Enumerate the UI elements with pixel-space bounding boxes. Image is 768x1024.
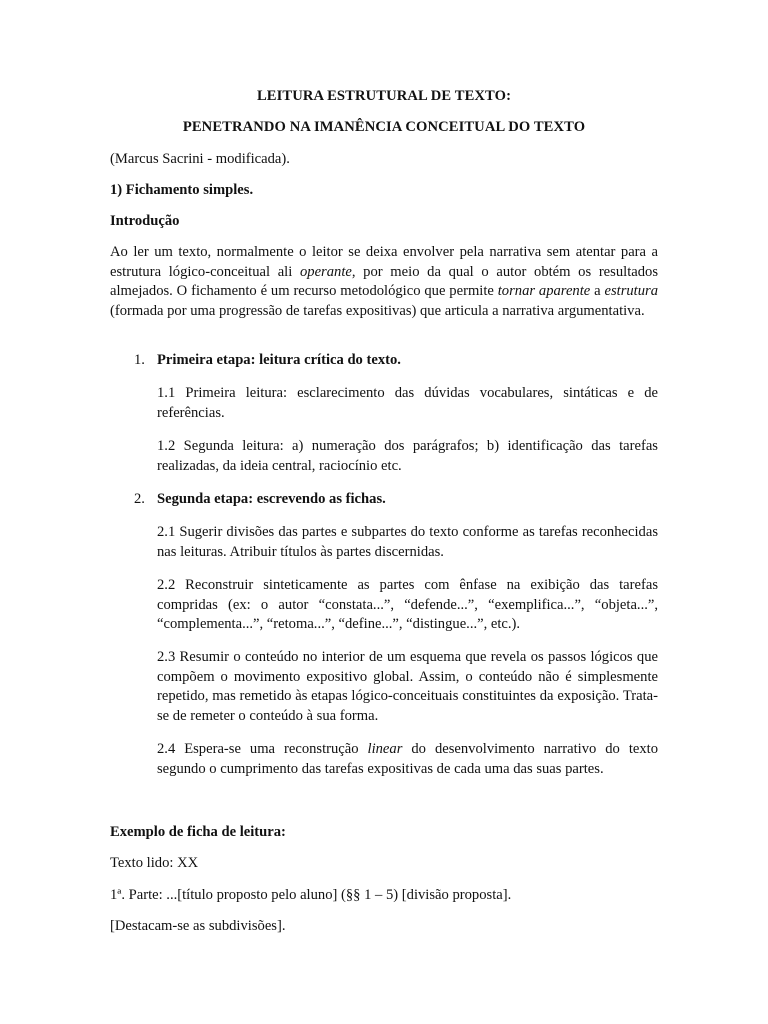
document-subtitle: PENETRANDO NA IMANÊNCIA CONCEITUAL DO TEXTO (182, 119, 586, 135)
author-line: (Marcus Sacrini - modificada). (110, 151, 290, 167)
document-title: LEITURA ESTRUTURAL DE TEXTO: (256, 88, 512, 104)
step-1-number: 1. (134, 352, 145, 368)
emphasis-linear: linear (367, 741, 403, 757)
step-2-2-text: 2.2 Reconstruir sinteticamente as partes com ênfase na exibição das tarefas compridas (ex: o autor “constata...”, “defende...”, “exemplifica...”, “objeta...”, “complementa...”, “retoma...”, “define...”, “distingue...”, etc.). (157, 577, 658, 632)
example-line-3: [Destacam-se as subdivisões]. (110, 918, 286, 934)
example-heading: Exemplo de ficha de leitura: (110, 824, 286, 840)
section-heading: 1) Fichamento simples. (110, 182, 254, 198)
step-1-2-text: 1.2 Segunda leitura: a) numeração dos parágrafos; b) identificação das tarefas realizadas, da ideia central, raciocínio etc. (157, 438, 658, 474)
step-2-4-text: 2.4 Espera-se uma reconstrução linear do desenvolvimento narrativo do texto segundo o cumprimento das tarefas expositivas de cada uma das suas partes. (157, 741, 659, 777)
step-1-1-text: 1.1 Primeira leitura: esclarecimento das dúvidas vocabulares, sintáticas e de referências. (157, 385, 658, 421)
example-line-2: 1ª. Parte: ...[título proposto pelo aluno] (§§ 1 – 5) [divisão proposta]. (110, 887, 512, 903)
step-2-1-text: 2.1 Sugerir divisões das partes e subpartes do texto conforme as tarefas reconhecidas nas leituras. Atribuir títulos às partes discernidas. (157, 524, 658, 560)
intro-paragraph: Ao ler um texto, normalmente o leitor se deixa envolver pela narrativa sem atentar para a estrutura lógico-conceitual ali operante, por meio da qual o autor obtém os resultados almejados. O fichamento é um recurso metodológico que permite tornar aparente a estrutura (formada por uma progressão de tarefas expositivas) que articula a narrativa argumentativa. (110, 244, 658, 319)
step-2-3-text: 2.3 Resumir o conteúdo no interior de um esquema que revela os passos lógicos que compõem o movimento expositivo global. Assim, o conteúdo não é simplesmente repetido, mas remetido às etapas lógico-conceituais constituintes da exposição. Trata-se de remeter o conteúdo à sua forma. (157, 649, 658, 724)
step-1-label: Primeira etapa: leitura crítica do texto. (157, 352, 401, 368)
example-line-1: Texto lido: XX (110, 855, 199, 871)
step-2-label: Segunda etapa: escrevendo as fichas. (157, 491, 386, 507)
emphasis-operante: operante (299, 263, 352, 280)
step-2-number: 2. (134, 491, 145, 507)
emphasis-tornar-aparente: tornar aparente (497, 283, 591, 299)
intro-heading: Introdução (110, 213, 180, 229)
emphasis-estrutura: estrutura (604, 283, 658, 299)
